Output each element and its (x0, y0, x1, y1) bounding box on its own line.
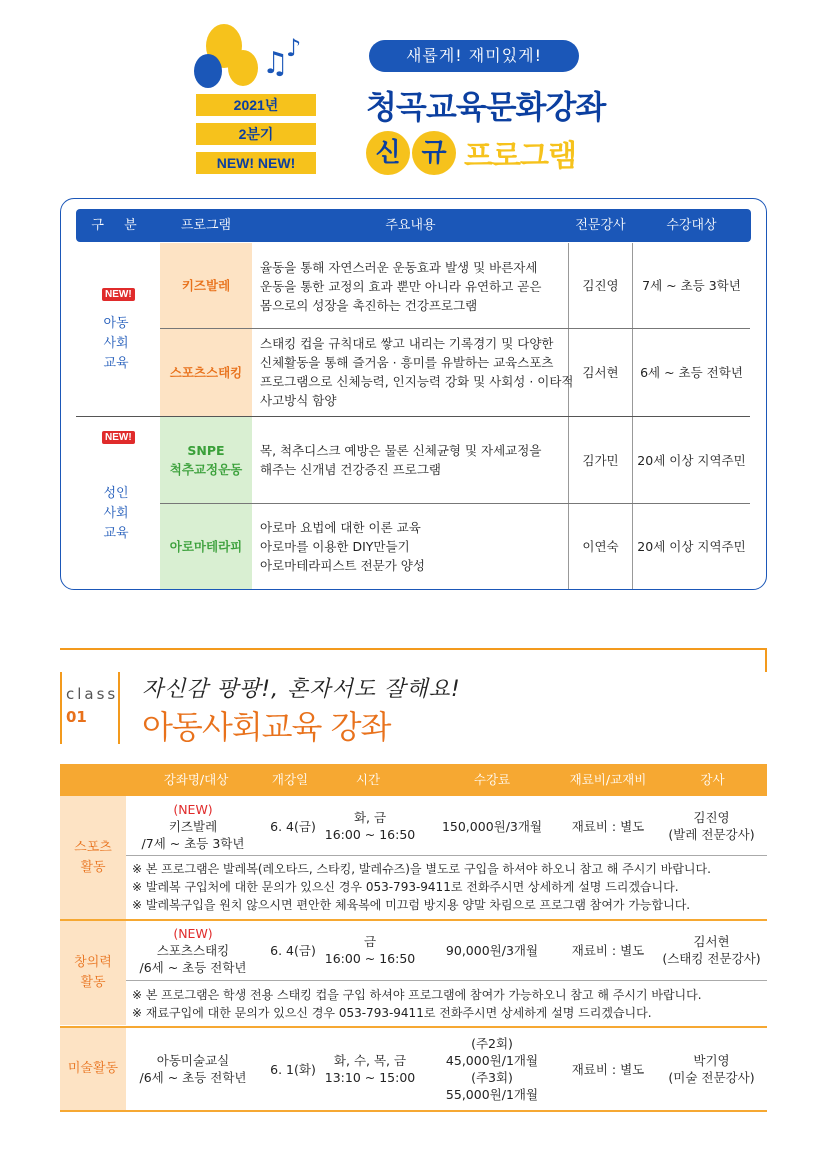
quarter-badge-logo (186, 20, 326, 190)
fee-line: (주2회) (471, 1036, 513, 1051)
program-sports-stacking: 스포츠스태킹 (160, 329, 252, 416)
group-divider (60, 919, 767, 921)
table-bottom-border (60, 1110, 767, 1112)
balloon-icon (194, 54, 222, 88)
header-start: 개강일 (271, 772, 309, 787)
course-target: /6세 ~ 초등 전학년 (139, 959, 247, 975)
header-teacher: 강사 (700, 772, 725, 787)
category-art: 미술활동 (60, 1028, 126, 1110)
category-creative: 창의력 활동 (60, 921, 126, 1025)
class-time: 13:10 ~ 15:00 (324, 1070, 416, 1085)
music-note-icon: ♪ (286, 34, 302, 62)
teacher-cell (656, 922, 767, 978)
page-subtitle (366, 130, 576, 176)
content-text: 아로마 요법에 대한 이론 교육 아로마를 이용한 DIY만들기 아로마테라피스트 전문가 양성 (260, 520, 425, 573)
class-days: 화, 금 (353, 810, 387, 825)
class-days: 금 (363, 934, 377, 949)
header-time: 시간 (355, 772, 381, 787)
course-target: /6세 ~ 초등 전학년 (139, 1070, 247, 1085)
header-category: 구 분 (91, 218, 145, 233)
teacher-name: 이연숙 (582, 539, 619, 554)
category-sports: 스포츠 활동 (60, 796, 126, 920)
new-tag: (NEW) (173, 801, 213, 817)
section-tagline: 자신감 팡팡!, 혼자서도 잘해요! (142, 677, 461, 702)
program-aromatherapy: 아로마테라피 (160, 504, 252, 589)
teacher-name: 김서현 (693, 934, 730, 949)
time-cell (322, 798, 418, 854)
page-title: 청곡교육문화강좌 (366, 88, 606, 126)
teacher-cell (656, 798, 767, 854)
badge-quarter: 2분기 (196, 123, 316, 145)
fee: 150,000원/3개월 (441, 818, 543, 834)
badge-new: NEW! NEW! (196, 152, 316, 174)
class-time: 16:00 ~ 16:50 (324, 951, 416, 966)
group-divider (60, 1026, 767, 1028)
start-date: 6. 4(금) (270, 942, 316, 958)
fee-line: 55,000원/1개월 (445, 1087, 539, 1102)
class-label: class (66, 685, 119, 703)
teacher-role: (미술 전문강사) (668, 1070, 755, 1085)
new-badge: NEW! (102, 431, 135, 444)
time-cell (322, 922, 418, 978)
header-material: 재료비/교재비 (569, 772, 647, 787)
subtitle-text: 프로그램 (464, 139, 576, 174)
content-text: 목, 척추디스크 예방은 물론 신체균형 및 자세교정을 해주는 신개념 건강증진 프로그램 (260, 443, 542, 477)
time-cell (322, 1030, 418, 1108)
new-badge: NEW! (102, 288, 135, 301)
row-divider (126, 980, 767, 981)
note-line: ※ 재료구입에 대한 문의가 있으신 경우 053-793-9411로 전화주시면 상세하게 설명 드리겠습니다. (132, 1006, 652, 1020)
section-frame (60, 648, 767, 650)
header-fee: 수강료 (473, 772, 511, 787)
notes-block (132, 986, 702, 1022)
teacher-cell (656, 1030, 767, 1108)
class-number: 01 (66, 708, 87, 726)
teacher-role: (발레 전문강사) (668, 827, 755, 842)
course-name: 스포츠스태킹 (156, 942, 230, 958)
fee-line: 45,000원/1개월 (445, 1053, 539, 1068)
material-fee: 재료비 : 별도 (571, 942, 645, 958)
start-date: 6. 1(화) (270, 1061, 316, 1077)
section-title: 아동사회교육 강좌 (142, 708, 391, 746)
note-line: ※ 본 프로그램은 학생 전용 스태킹 컵을 구입 하셔야 프로그램에 참여가 가능하오니 참고 해 주시기 바랍니다. (132, 988, 702, 1002)
course-name: 키즈발레 (168, 818, 218, 834)
notes-block (132, 860, 711, 914)
header-target: 수강대상 (666, 218, 717, 233)
subtitle-circle: 신 (366, 131, 410, 175)
course-cell (126, 922, 260, 978)
subtitle-circle: 규 (412, 131, 456, 175)
header-teacher: 전문강사 (575, 218, 626, 233)
material-fee: 재료비 : 별도 (571, 818, 645, 834)
class-time: 16:00 ~ 16:50 (324, 827, 416, 842)
note-line: ※ 발레복구입을 원치 않으시면 편안한 체육복에 미끄럼 방지용 양말 차림으로 프로그램 참여가 가능합니다. (132, 898, 691, 912)
teacher-name: 김서현 (582, 365, 619, 380)
course-cell (126, 798, 260, 854)
program-table-header (76, 209, 751, 242)
course-cell (126, 1030, 260, 1108)
teacher-name: 김진영 (693, 810, 730, 825)
section-frame (765, 648, 767, 672)
start-date: 6. 4(금) (270, 818, 316, 834)
balloon-icon (228, 50, 258, 86)
category-child: 아동 사회 교육 (103, 316, 129, 371)
fee-cell (416, 1030, 568, 1108)
section-frame (118, 672, 120, 744)
target-text: 20세 이상 지역주민 (637, 539, 746, 554)
course-name: 아동미술교실 (156, 1053, 230, 1068)
music-note-icon: ♫ (262, 46, 289, 81)
fee: 90,000원/3개월 (445, 942, 539, 958)
teacher-name: 김가민 (582, 452, 619, 468)
target-text: 7세 ~ 초등 3학년 (642, 278, 741, 293)
program-kids-ballet: 키즈발레 (160, 243, 252, 328)
teacher-name: 박기영 (693, 1053, 730, 1068)
new-tag: (NEW) (173, 925, 213, 941)
note-line: ※ 본 프로그램은 발레복(레오타드, 스타킹, 발레슈즈)을 별도로 구입을 하셔야 하오니 참고 해 주시기 바랍니다. (132, 862, 711, 876)
target-text: 20세 이상 지역주민 (637, 452, 746, 468)
category-adult: 성인 사회 교육 (103, 486, 129, 541)
row-divider (126, 855, 767, 856)
header-course: 강좌명/대상 (163, 772, 229, 787)
material-fee: 재료비 : 별도 (571, 1061, 645, 1077)
content-text: 스태킹 컵을 규칙대로 쌓고 내리는 기록경기 및 다양한 신체활동을 통해 즐거움 · 흥미를 유발하는 교육스포츠 프로그램으로 신체능력, 인지능력 강화 및 사회성 · 이타적 사고방식 함양 (260, 336, 574, 408)
teacher-name: 김진영 (582, 278, 619, 293)
header-tagline: 새롭게! 재미있게! (369, 40, 579, 72)
teacher-role: (스태킹 전문강사) (662, 951, 761, 966)
section-frame (60, 672, 62, 744)
course-table-header (60, 764, 767, 796)
badge-year: 2021년 (196, 94, 316, 116)
header-program: 프로그램 (180, 218, 232, 233)
program-snpe: SNPE 척추교정운동 (160, 417, 252, 503)
fee-line: (주3회) (471, 1070, 513, 1085)
note-line: ※ 발레복 구입처에 대한 문의가 있으신 경우 053-793-9411로 전화주시면 상세하게 설명 드리겠습니다. (132, 880, 679, 894)
class-days: 화, 수, 목, 금 (333, 1053, 407, 1068)
course-target: /7세 ~ 초등 3학년 (141, 835, 245, 851)
target-text: 6세 ~ 초등 전학년 (640, 365, 743, 380)
content-text: 율동을 통해 자연스러운 운동효과 발생 및 바른자세 운동을 통한 교정의 효과 뿐만 아니라 유연하고 곧은 몸으로의 성장을 촉진하는 건강프로그램 (260, 260, 542, 313)
header-content: 주요내용 (385, 218, 436, 233)
